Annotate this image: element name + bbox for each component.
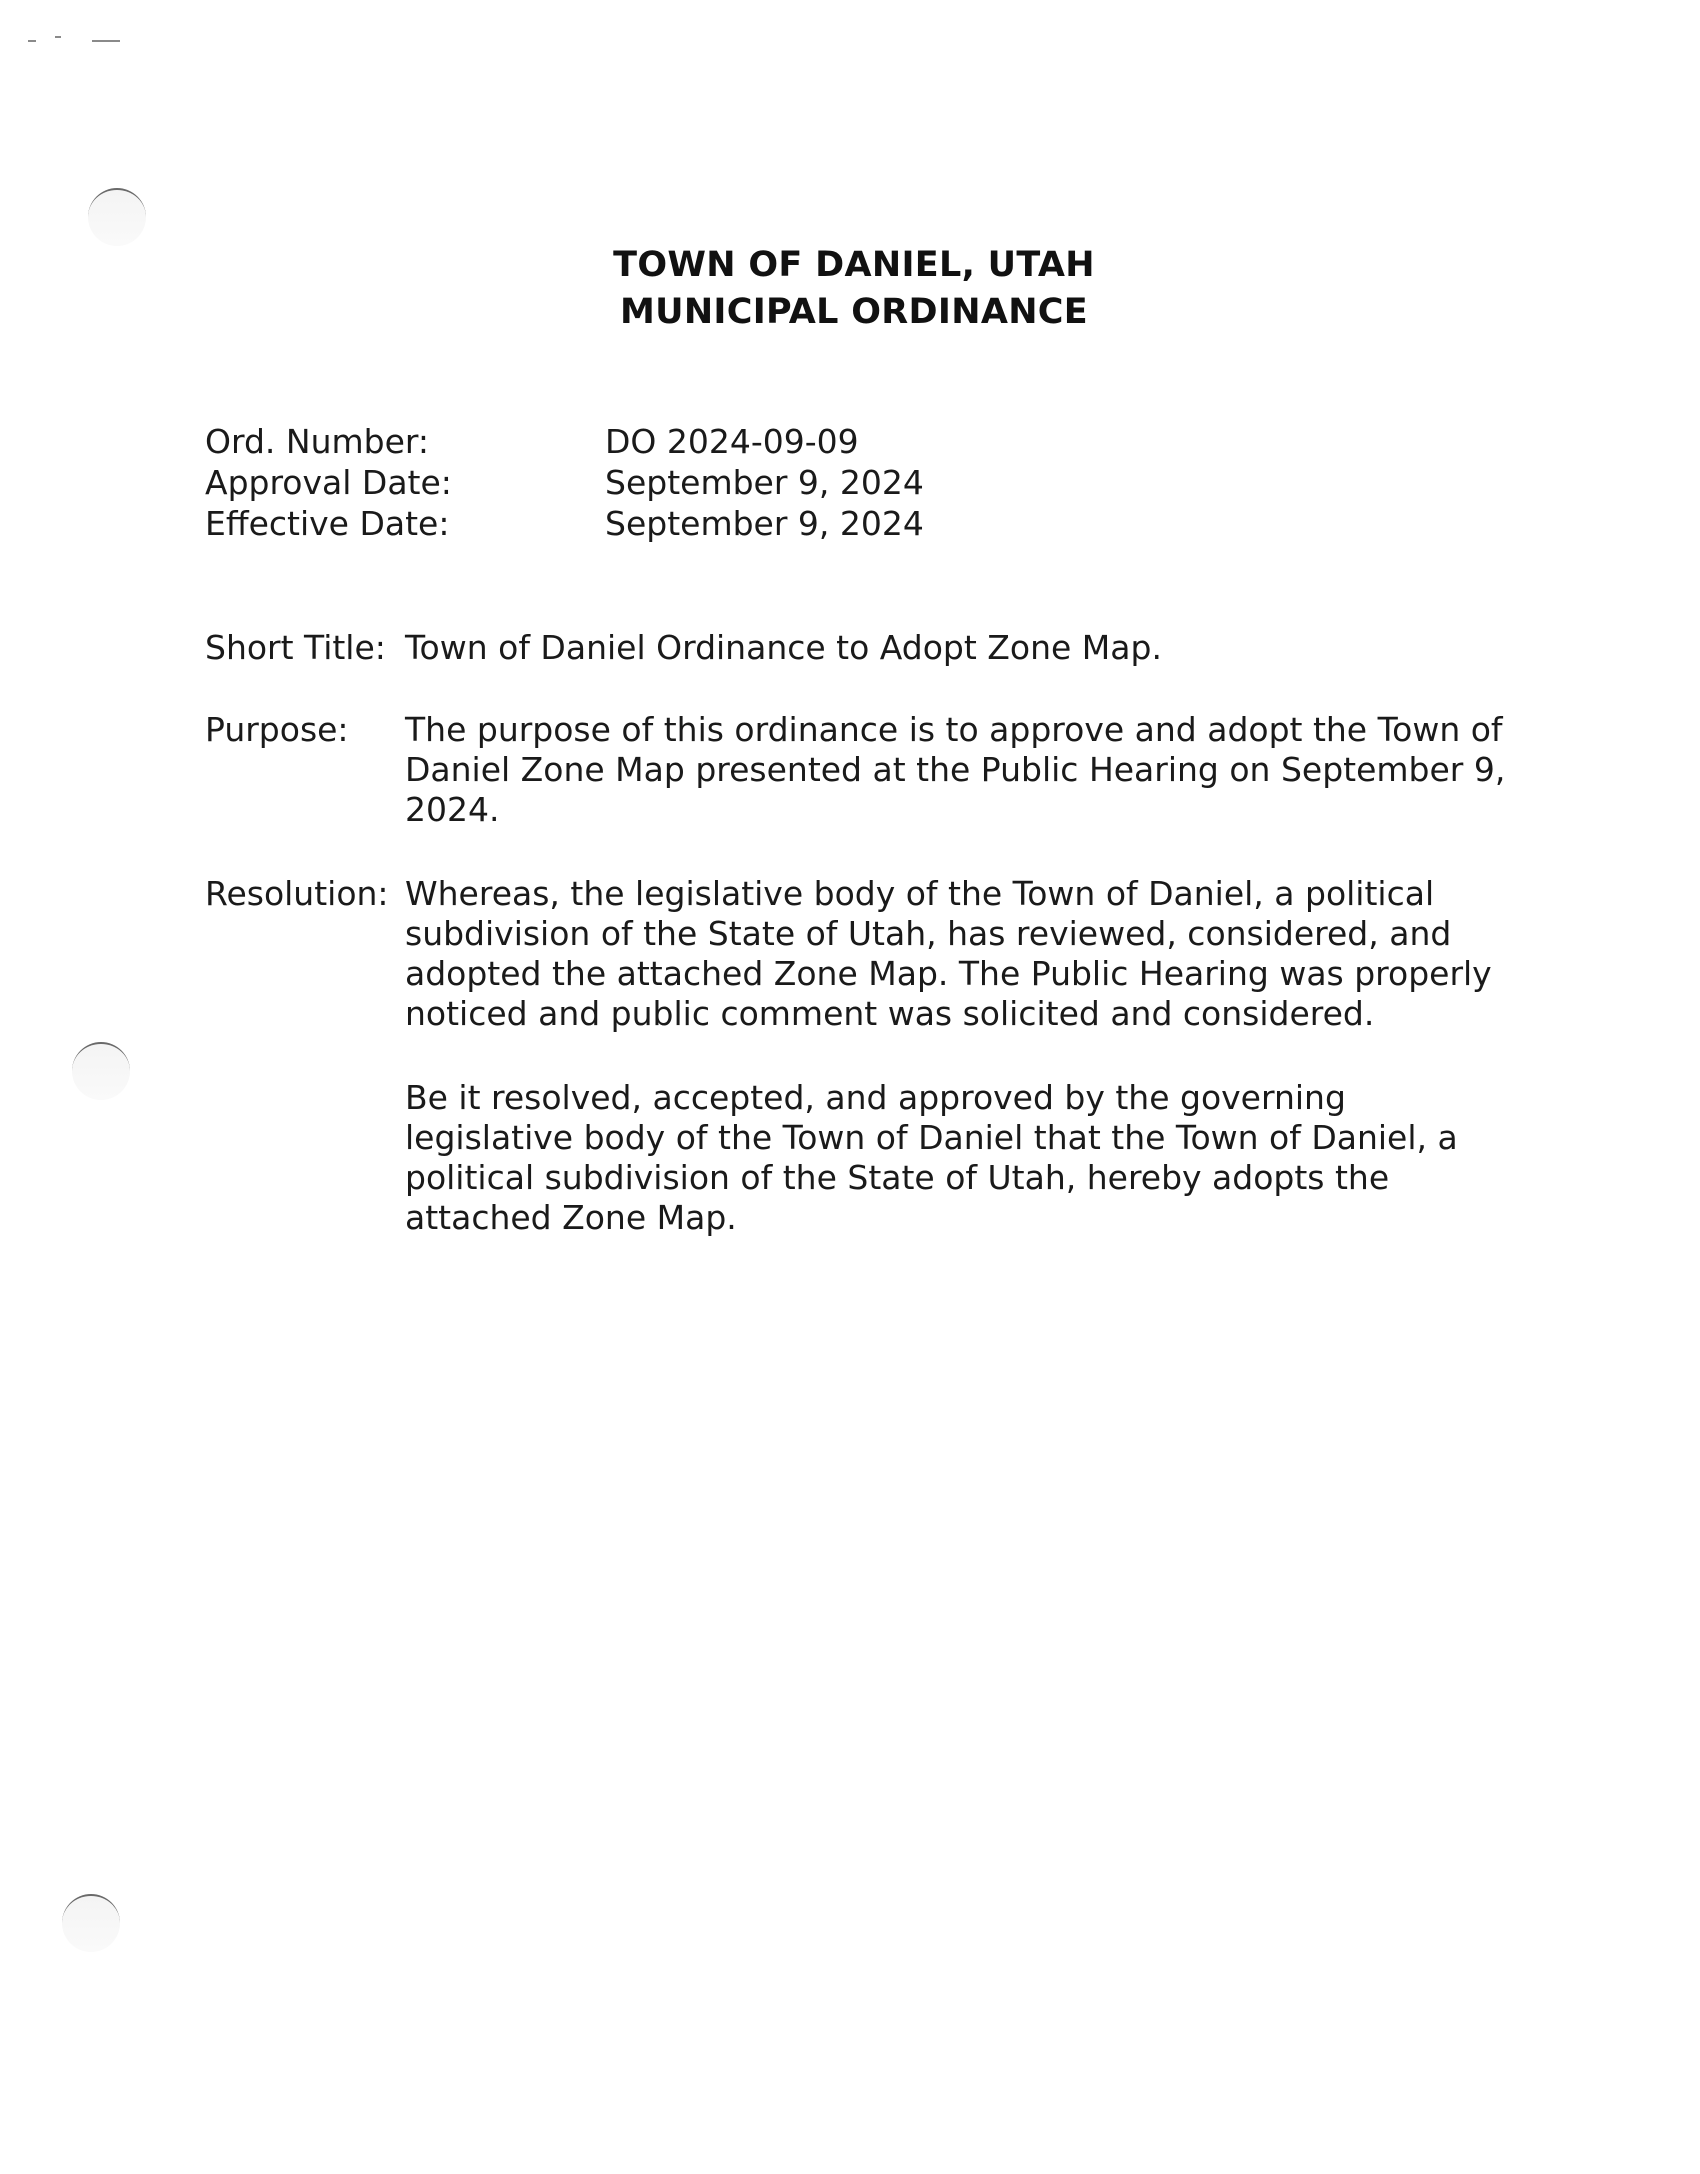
section-label: Resolution:: [205, 874, 389, 913]
punch-hole: [62, 1894, 120, 1952]
text-line: subdivision of the State of Utah, has reviewed, considered, and: [405, 914, 1452, 953]
text-line: Daniel Zone Map presented at the Public Hearing on September 9,: [405, 750, 1506, 789]
text-line: legislative body of the Town of Daniel that the Town of Daniel, a: [405, 1118, 1458, 1157]
section-label: Purpose:: [205, 710, 349, 749]
section-body: [405, 1078, 1700, 1238]
scan-speck: [28, 40, 36, 42]
text-line: Whereas, the legislative body of the Town of Daniel, a political: [405, 874, 1435, 913]
meta-label: Approval Date:: [205, 463, 452, 502]
text-line: noticed and public comment was solicited and considered.: [405, 994, 1375, 1033]
meta-value: September 9, 2024: [605, 504, 924, 543]
section-body: [405, 628, 1700, 668]
document-subtitle: MUNICIPAL ORDINANCE: [619, 292, 1089, 332]
text-line: 2024.: [405, 790, 500, 829]
text-line: Town of Daniel Ordinance to Adopt Zone Map.: [405, 628, 1162, 667]
text-line: political subdivision of the State of Utah, hereby adopts the: [405, 1158, 1390, 1197]
section-label: Short Title:: [205, 628, 386, 667]
text-line: The purpose of this ordinance is to approve and adopt the Town of: [405, 710, 1503, 749]
punch-hole: [88, 188, 146, 246]
document-title: TOWN OF DANIEL, UTAH: [613, 245, 1095, 285]
text-line: Be it resolved, accepted, and approved by the governing: [405, 1078, 1346, 1117]
meta-label: Effective Date:: [205, 504, 450, 543]
text-line: attached Zone Map.: [405, 1198, 737, 1237]
punch-hole: [72, 1042, 130, 1100]
meta-value: September 9, 2024: [605, 463, 924, 502]
section-body: [405, 710, 1700, 830]
text-line: adopted the attached Zone Map. The Public Hearing was properly: [405, 954, 1492, 993]
section-body: [405, 874, 1700, 1034]
meta-label: Ord. Number:: [205, 422, 429, 461]
scan-speck: [55, 36, 61, 38]
scan-speck: [92, 40, 120, 42]
meta-value: DO 2024-09-09: [605, 422, 859, 461]
